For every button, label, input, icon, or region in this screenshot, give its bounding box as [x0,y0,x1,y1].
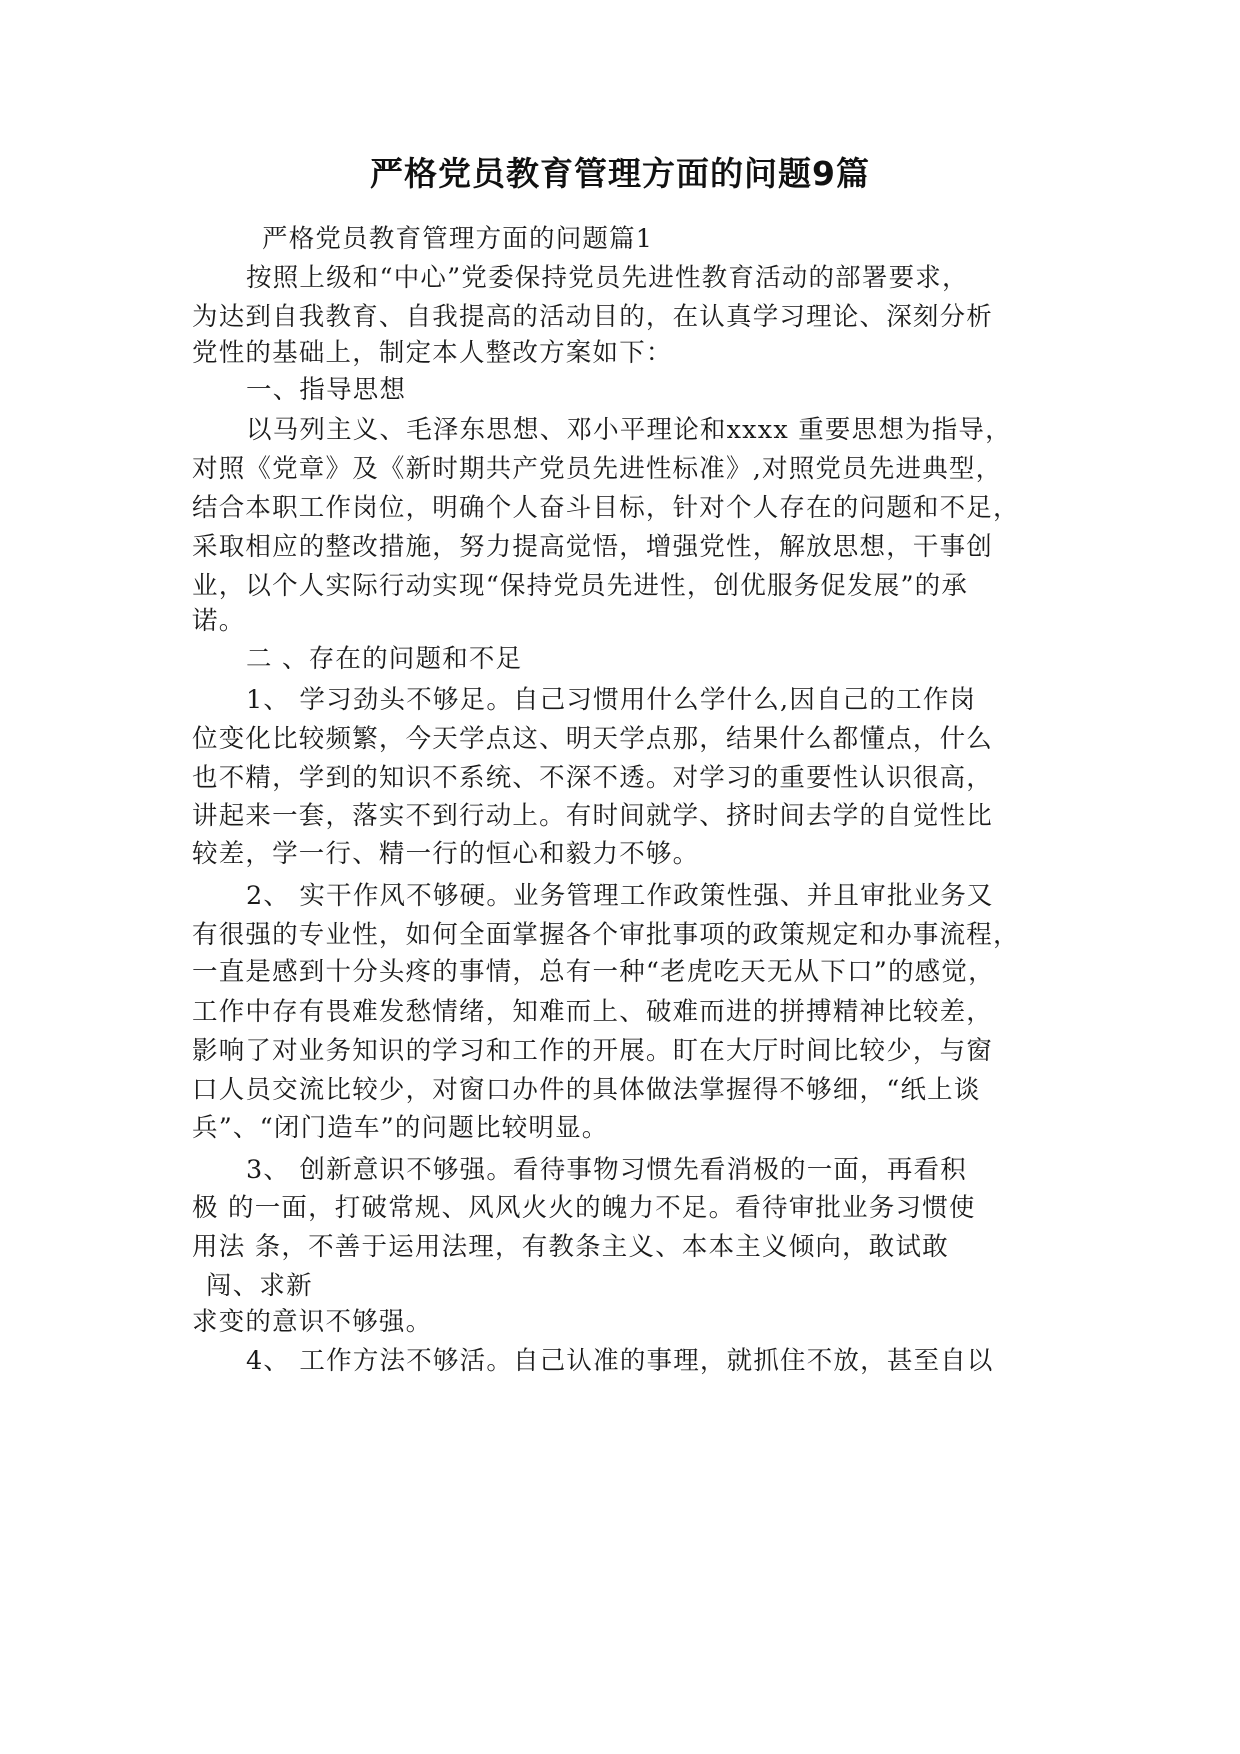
section-heading: 二 、存在的问题和不足 [246,644,523,674]
paragraph-line: 2、 实干作风不够硬。业务管理工作政策性强、并且审批业务又 [246,881,994,911]
paragraph-line: 结合本职工作岗位，明确个人奋斗目标，针对个人存在的问题和不足， [192,493,1020,523]
paragraph-line: 对照《党章》及《新时期共产党员先进性标准》,对照党员先进典型， [192,454,1003,484]
paragraph-line: 诺。 [192,606,246,636]
paragraph-line: 影响了对业务知识的学习和工作的开展。盯在大厅时间比较少，与窗 [192,1036,994,1066]
paragraph-line: 为达到自我教育、自我提高的活动目的，在认真学习理论、深刻分析 [192,302,994,332]
paragraph-line: 讲起来一套，落实不到行动上。有时间就学、挤时间去学的自觉性比 [192,801,994,831]
paragraph-line: 求变的意识不够强。 [192,1307,433,1337]
paragraph-line: 党性的基础上，制定本人整改方案如下： [192,338,673,368]
paragraph-line: 极 的一面，打破常规、风风火火的魄力不足。看待审批业务习惯使 [192,1193,976,1223]
paragraph-line: 一直是感到十分头疼的事情，总有一种“老虎吃天无从下口”的感觉， [192,957,995,987]
paragraph-line: 4、 工作方法不够活。自己认准的事理，就抓住不放，甚至自以 [246,1346,994,1376]
paragraph-line: 口人员交流比较少，对窗口办件的具体做法掌握得不够细，“纸上谈 [192,1075,981,1105]
paragraph-line: 闯、求新 [206,1271,313,1301]
paragraph-line: 3、 创新意识不够强。看待事物习惯先看消极的一面，再看积 [246,1155,967,1185]
paragraph-line: 也不精，学到的知识不系统、不深不透。对学习的重要性认识很高， [192,763,994,793]
paragraph-line: 采取相应的整改措施，努力提高觉悟，增强党性，解放思想，干事创 [192,532,994,562]
paragraph-line: 工作中存有畏难发愁情绪，知难而上、破难而进的拼搏精神比较差， [192,997,994,1027]
paragraph-line: 业，以个人实际行动实现“保持党员先进性，创优服务促发展”的承 [192,571,969,601]
section-heading: 严格党员教育管理方面的问题篇1 [262,224,654,254]
paragraph-line: 有很强的专业性，如何全面掌握各个审批事项的政策规定和办事流程， [192,920,1020,950]
section-heading: 一、指导思想 [246,375,407,405]
paragraph-line: 兵”、“闭门造车”的问题比较明显。 [192,1113,609,1143]
paragraph-line: 按照上级和“中心”党委保持党员先进性教育活动的部署要求， [246,263,969,293]
paragraph-line: 以马列主义、毛泽东思想、邓小平理论和xxxx 重要思想为指导， [246,415,1012,445]
paragraph-line: 1、 学习劲头不够足。自己习惯用什么学什么,因自己的工作岗 [246,685,977,715]
paragraph-line: 位变化比较频繁，今天学点这、明天学点那，结果什么都懂点，什么 [192,724,994,754]
document-title: 严格党员教育管理方面的问题9篇 [370,154,870,193]
paragraph-line: 较差，学一行、精一行的恒心和毅力不够。 [192,839,700,869]
paragraph-line: 用法 条，不善于运用法理，有教条主义、本本主义倾向，敢试敢 [192,1232,949,1262]
